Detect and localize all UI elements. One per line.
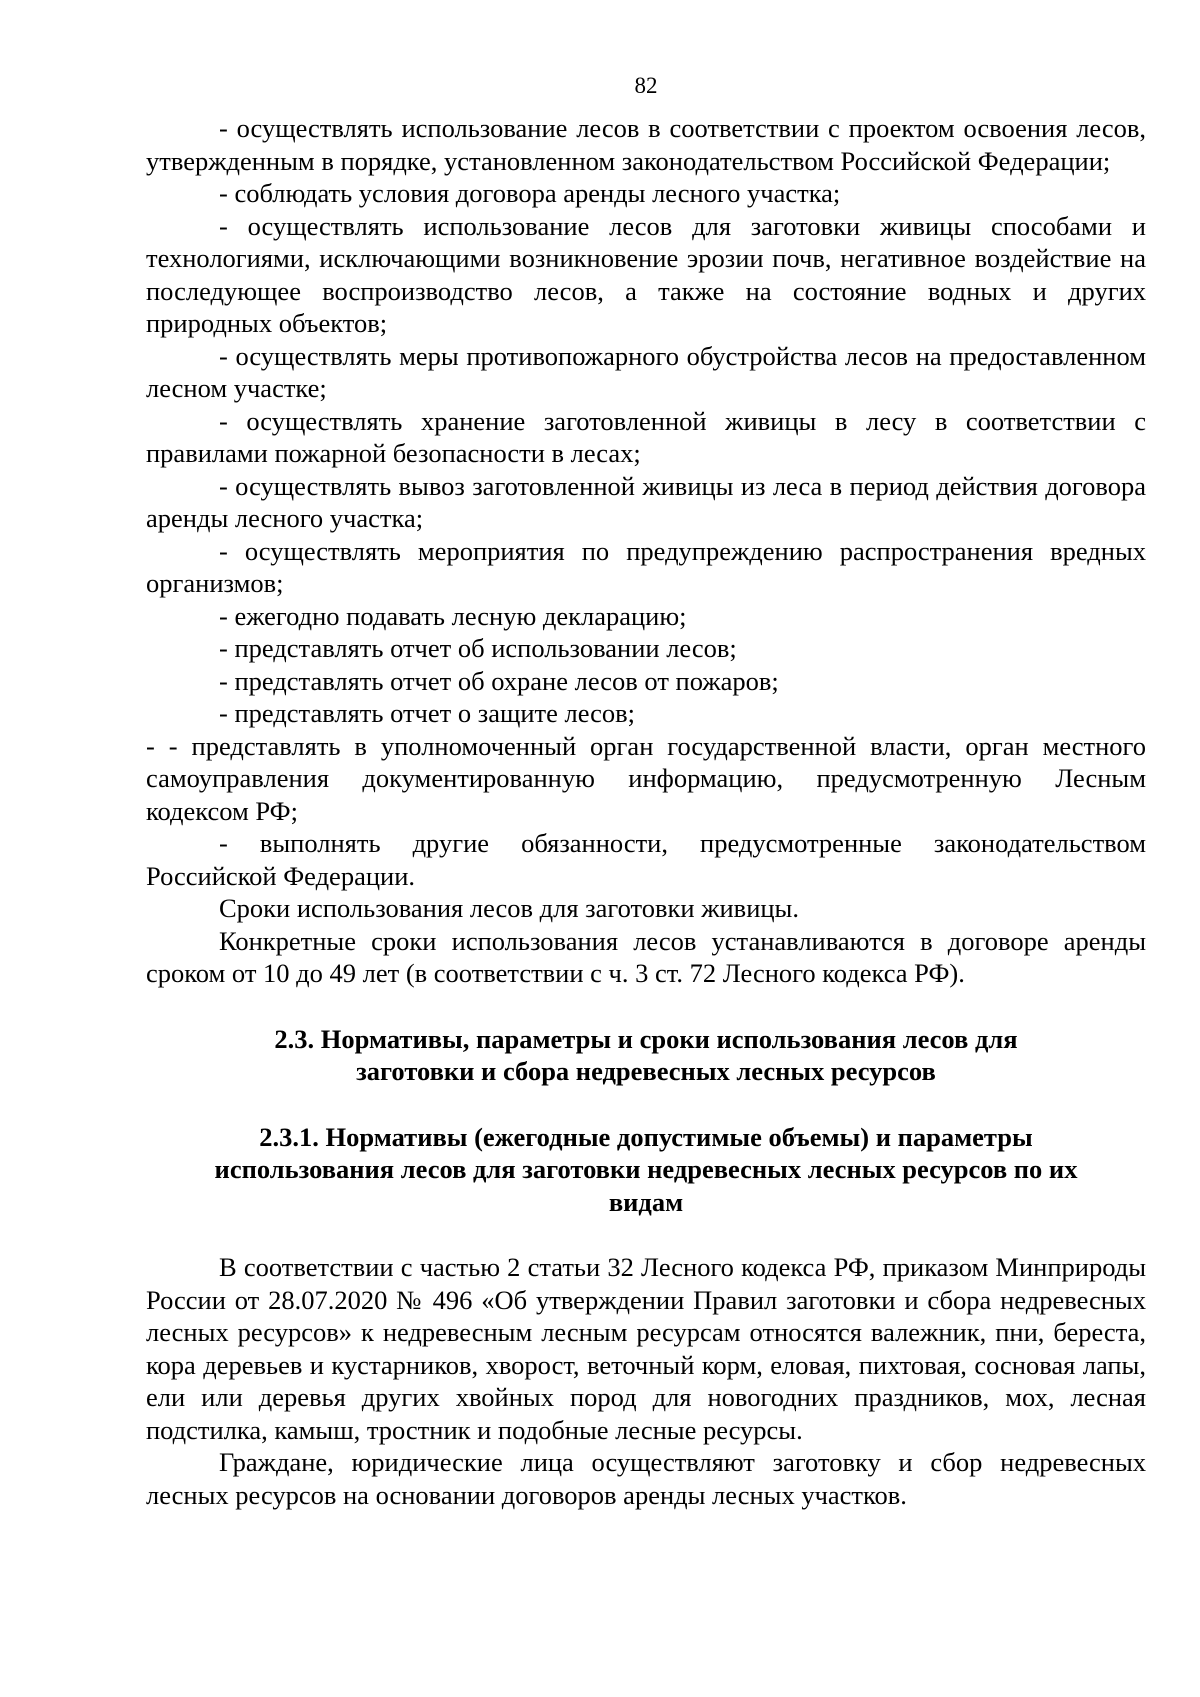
body-paragraph-legal-basis: В соответствии с частью 2 статьи 32 Лесного кодекса РФ, приказом Минприроды России от 28.07.2020 № 496 «Об утверждении Правил заготовки и сбора недревесных лесных ресурсов» к недревесным лесным ресурсам относятся валежник, пни, береста, кора деревьев и кустарников, хворост, веточный корм, еловая, пихтовая, сосновая лапы, ели или деревья других хвойных пород для новогодних праздников, мох, лесная подстилка, камыш, тростник и подобные лесные ресурсы. xyxy=(146,1252,1146,1445)
section-heading-2-3-line2: заготовки и сбора недревесных лесных ресурсов xyxy=(356,1056,936,1086)
document-page xyxy=(146,70,1146,1511)
list-item-other-duties: - выполнять другие обязанности, предусмотренные законодательством Российской Федерации. xyxy=(146,828,1146,891)
list-item-usage-report: - представлять отчет об использовании лесов; xyxy=(219,633,737,663)
subsection-heading-2-3-1-line2: использования лесов для заготовки недревесных лесных ресурсов по их xyxy=(214,1154,1078,1184)
section-heading-2-3 xyxy=(146,1023,1146,1088)
list-item-resin-storage: - осуществлять хранение заготовленной живицы в лесу в соответствии с правилами пожарной безопасности в лесах; xyxy=(146,405,1146,468)
resin-terms-title: Сроки использования лесов для заготовки живицы. xyxy=(219,893,799,923)
page-number: 82 xyxy=(634,73,658,98)
list-item-forest-declaration: - ежегодно подавать лесную декларацию; xyxy=(219,600,687,631)
list-item-resin-removal: - осуществлять вывоз заготовленной живицы из леса в период действия договора аренды лесного участка; xyxy=(146,470,1146,533)
list-item-fire-protection-report: - представлять отчет об охране лесов от пожаров; xyxy=(219,665,779,696)
resin-terms-text: Конкретные сроки использования лесов устанавливаются в договоре аренды сроком от 10 до 49 лет (в соответствии с ч. 3 ст. 72 Лесного кодекса РФ). xyxy=(146,925,1146,988)
subsection-heading-2-3-1-line3: видам xyxy=(608,1186,684,1217)
list-item-project: - осуществлять использование лесов в соответствии с проектом освоения лесов, утвержденным в порядке, установленном законодательством Российской Федерации; xyxy=(146,113,1146,176)
section-heading-2-3-line1: 2.3. Нормативы, параметры и сроки использования лесов для xyxy=(274,1023,1018,1054)
list-item-information-submission: - - представлять в уполномоченный орган государственной власти, орган местного самоуправления документированную информацию, предусмотренную Лесным кодексом РФ; xyxy=(146,730,1146,826)
list-item-fire-measures: - осуществлять меры противопожарного обустройства лесов на предоставленном лесном участке; xyxy=(146,340,1146,403)
subsection-heading-2-3-1 xyxy=(146,1121,1146,1219)
list-item-forest-protection-report: - представлять отчет о защите лесов; xyxy=(219,698,636,728)
list-item-lease-terms: - соблюдать условия договора аренды лесного участка; xyxy=(219,178,841,208)
subsection-heading-2-3-1-line1: 2.3.1. Нормативы (ежегодные допустимые объемы) и параметры xyxy=(259,1121,1033,1152)
body-paragraph-citizens: Граждане, юридические лица осуществляют заготовку и сбор недревесных лесных ресурсов на основании договоров аренды лесных участков. xyxy=(146,1447,1146,1510)
list-item-pest-prevention: - осуществлять мероприятия по предупреждению распространения вредных организмов; xyxy=(146,535,1146,598)
list-item-resin-methods: - осуществлять использование лесов для заготовки живицы способами и технологиями, исключающими возникновение эрозии почв, негативное воздействие на последующее воспроизводство лесов, а также на состояние водных и других природных объектов; xyxy=(146,210,1146,338)
